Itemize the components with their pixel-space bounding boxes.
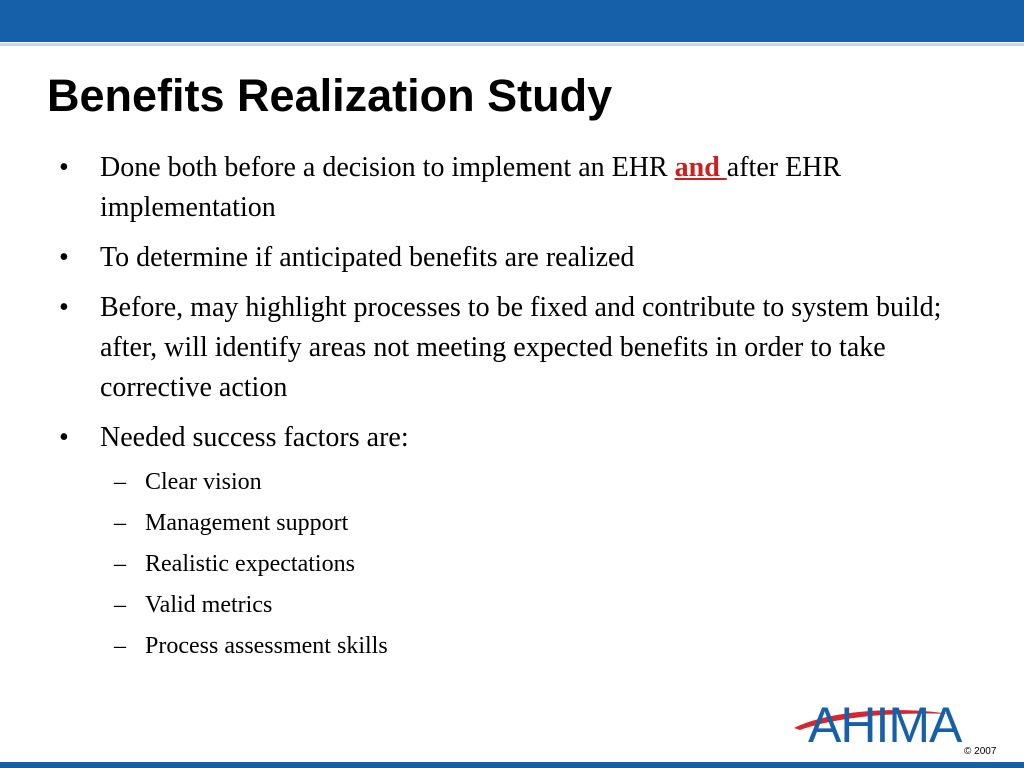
bullet-glyph: • xyxy=(59,242,69,273)
dash-glyph: – xyxy=(114,592,126,618)
bullet-item xyxy=(59,148,959,228)
sub-bullet-item xyxy=(99,507,958,540)
sub-bullet-item xyxy=(99,548,958,581)
bullet-glyph: • xyxy=(59,292,69,323)
sub-bullet-text: Clear vision xyxy=(145,469,262,495)
bullet-glyph: • xyxy=(59,422,69,453)
sub-bullet-item xyxy=(99,589,958,622)
sub-bullet-text: Valid metrics xyxy=(145,592,273,618)
bullet-text: Before, may highlight processes to be fixed and contribute to system build; after, will identify areas not meeting expected benefits in order to take corrective action xyxy=(100,292,942,403)
slide-title: Benefits Realization Study xyxy=(47,70,613,121)
sub-bullet-text: Management support xyxy=(145,510,349,536)
bottom-divider xyxy=(0,762,1024,768)
bullet-glyph: • xyxy=(59,152,69,183)
logo-wordmark: AHIMA xyxy=(808,697,962,750)
sub-bullet-item xyxy=(99,466,958,499)
dash-glyph: – xyxy=(114,510,126,536)
dash-glyph: – xyxy=(114,551,126,577)
sub-bullet-text: Realistic expectations xyxy=(145,551,355,577)
bullet-text: To determine if anticipated benefits are realized xyxy=(100,242,635,273)
top-banner xyxy=(0,0,1024,42)
ahima-logo xyxy=(790,690,1005,750)
bullet-text: Done both before a decision to implement an EHR xyxy=(100,152,675,183)
sub-bullet-list xyxy=(100,466,959,663)
sub-bullet-text: Process assessment skills xyxy=(145,633,388,659)
bullet-text-continued: after EHR implementation xyxy=(100,152,842,223)
dash-glyph: – xyxy=(114,633,126,659)
sub-bullet-item xyxy=(99,630,958,663)
bullet-item xyxy=(59,418,959,663)
emphasis-text: and xyxy=(674,152,727,183)
top-divider xyxy=(0,43,1024,46)
dash-glyph: – xyxy=(114,469,126,495)
bullet-item xyxy=(59,238,959,278)
bullet-list xyxy=(59,148,959,673)
bullet-text: Needed success factors are: xyxy=(100,422,409,453)
bullet-item xyxy=(59,288,959,408)
copyright-notice: © 2007 xyxy=(964,746,997,757)
